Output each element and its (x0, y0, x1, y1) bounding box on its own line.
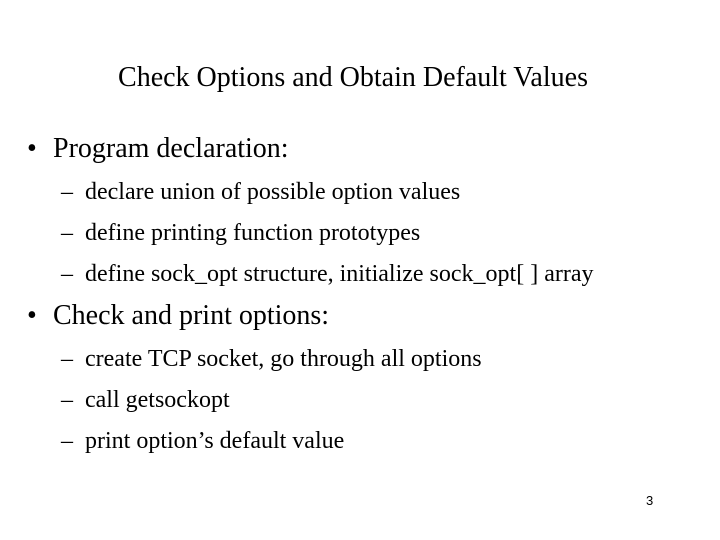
bullet-heading: Check and print options: (53, 300, 330, 331)
sub-item-text: declare union of possible option values (85, 179, 461, 205)
sub-item (61, 421, 482, 462)
bullet-program-declaration (27, 133, 289, 165)
dash-icon: – (61, 428, 73, 454)
sub-list-program-declaration (61, 172, 594, 295)
sub-item-text: call getsockopt (85, 387, 230, 413)
sub-item (61, 339, 482, 380)
bullet-heading: Program declaration: (53, 133, 289, 164)
slide-title: Check Options and Obtain Default Values (118, 62, 588, 93)
sub-item-text: print option’s default value (85, 428, 345, 454)
bullet-check-and-print (27, 300, 329, 332)
bullet-icon: • (27, 133, 37, 164)
bullet-icon: • (27, 300, 37, 331)
dash-icon: – (61, 220, 73, 246)
sub-item-text: create TCP socket, go through all options (85, 346, 482, 372)
sub-item-text: define printing function prototypes (85, 220, 421, 246)
sub-item (61, 254, 594, 295)
sub-item (61, 380, 482, 421)
dash-icon: – (61, 179, 73, 205)
sub-list-check-and-print (61, 339, 482, 462)
sub-item (61, 213, 594, 254)
page-number: 3 (646, 493, 654, 508)
dash-icon: – (61, 387, 73, 413)
dash-icon: – (61, 346, 73, 372)
sub-item (61, 172, 594, 213)
sub-item-text: define sock_opt structure, initialize sock_opt[ ] array (85, 261, 594, 287)
dash-icon: – (61, 261, 73, 287)
